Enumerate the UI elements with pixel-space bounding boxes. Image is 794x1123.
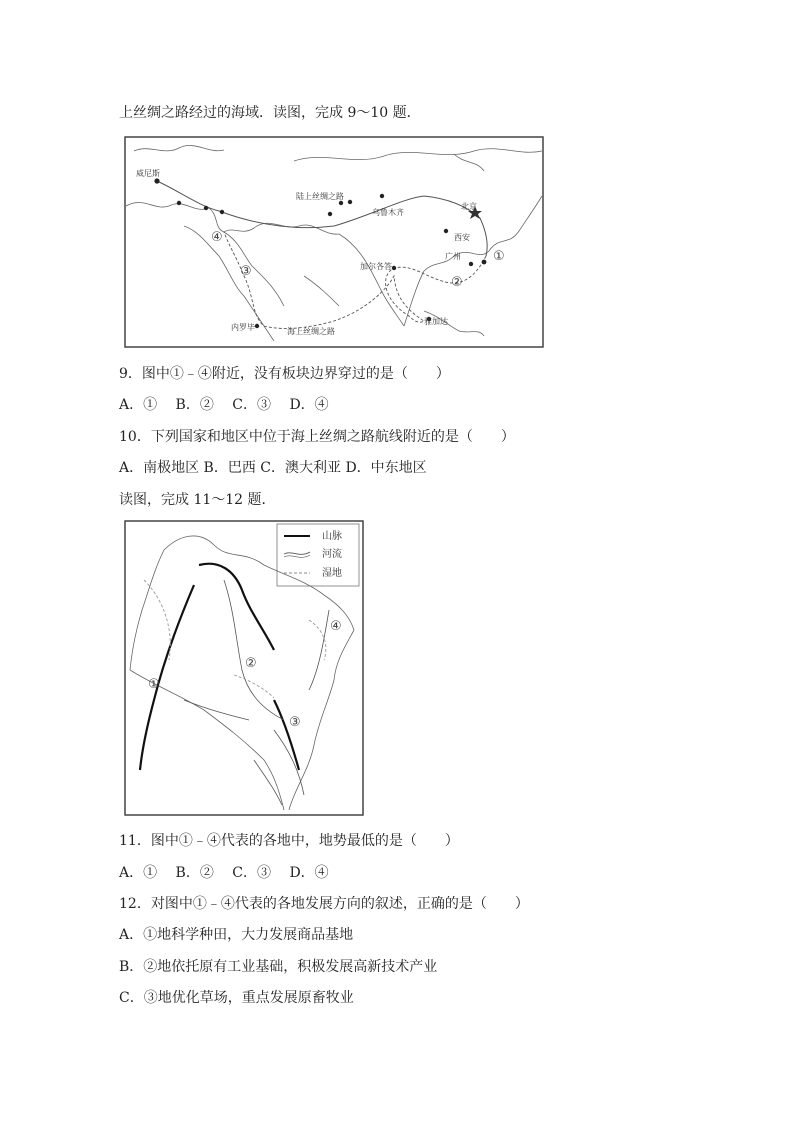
question-12-stem: 12．对图中①﹣④代表的各地发展方向的叙述，正确的是（ ）: [119, 896, 529, 912]
map2-marker-4: ④: [330, 619, 342, 634]
map1-marker-1: ①: [493, 249, 505, 264]
label-xian: 西安: [454, 233, 470, 242]
question-10-options: A．南极地区 B．巴西 C．澳大利亚 D．中东地区: [119, 460, 427, 476]
map2-marker-1: ①: [148, 677, 160, 692]
question-9-stem: 9．图中①﹣④附近，没有板块边界穿过的是（ ）: [119, 366, 450, 382]
label-nairobi: 内罗毕: [231, 323, 255, 332]
question-11-options: A．① B．② C．③ D．④: [119, 865, 329, 881]
legend-rivers: 河流: [322, 549, 342, 560]
label-calcutta: 加尔各答: [360, 262, 392, 271]
question-10-stem: 10．下列国家和地区中位于海上丝绸之路航线附近的是（ ）: [119, 429, 515, 445]
question-12-option-a: A．①地科学种田，大力发展商品基地: [119, 927, 354, 943]
intro-text-9-10: 上丝绸之路经过的海域．读图，完成 9～10 题．: [119, 105, 421, 121]
legend-mountains: 山脉: [322, 531, 342, 542]
question-12-option-c: C．③地优化草场，重点发展原畜牧业: [119, 990, 354, 1006]
map1-marker-4: ④: [211, 230, 223, 245]
label-sea-route: 海上丝绸之路: [287, 327, 335, 336]
northeast-map: [124, 520, 364, 816]
silk-road-map: [124, 136, 544, 348]
question-9-options: A．① B．② C．③ D．④: [119, 397, 329, 413]
map1-marker-2: ②: [451, 275, 463, 290]
label-guangzhou: 广州: [445, 252, 461, 261]
intro-text-11-12: 读图，完成 11～12 题．: [119, 492, 276, 508]
label-jakarta: 雅加达: [424, 317, 448, 326]
map2-marker-3: ③: [289, 715, 301, 730]
legend-wetlands: 湿地: [322, 568, 342, 579]
question-11-stem: 11．图中①﹣④代表的各地中，地势最低的是（ ）: [119, 833, 459, 849]
label-venice: 威尼斯: [136, 169, 160, 178]
map1-marker-3: ③: [240, 264, 252, 279]
question-12-option-b: B．②地依托原有工业基础，积极发展高新技术产业: [119, 959, 438, 975]
label-beijing: 北京: [461, 202, 477, 211]
label-urumqi: 乌鲁木齐: [372, 208, 404, 217]
map2-marker-2: ②: [245, 656, 257, 671]
label-land-route: 陆上丝绸之路: [296, 192, 344, 201]
